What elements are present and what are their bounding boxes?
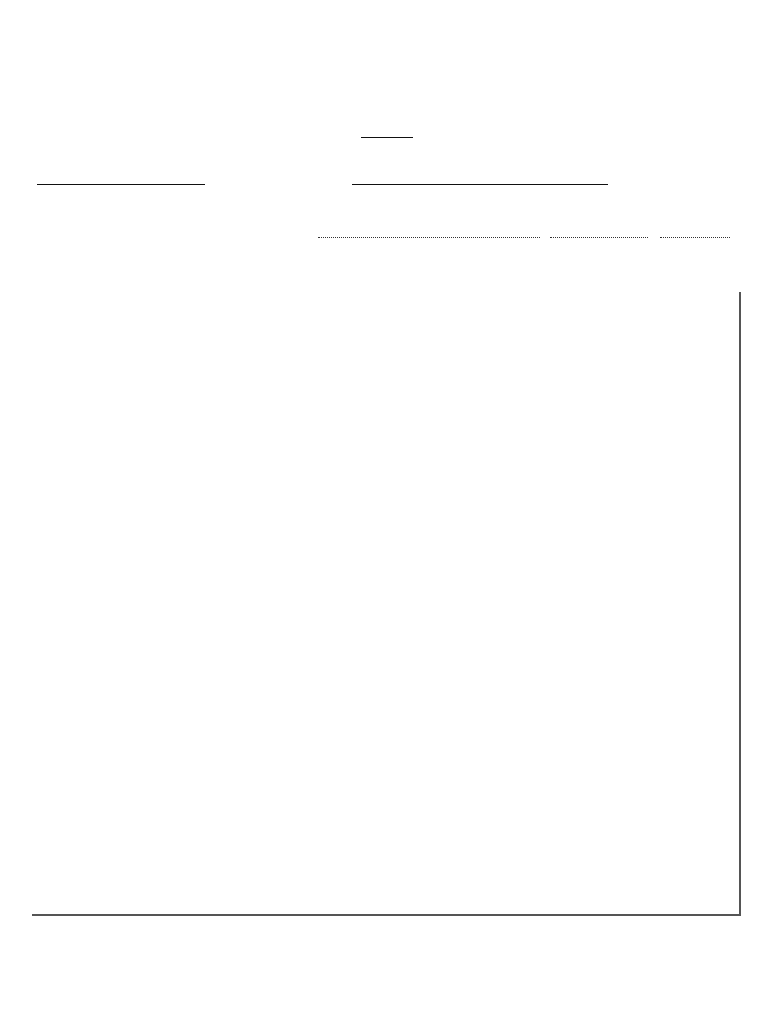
company-name-line[interactable] — [352, 172, 608, 185]
inventory-grid — [29, 289, 741, 917]
reporting-year-blank[interactable] — [361, 123, 413, 138]
system-class-divider — [318, 237, 540, 238]
cwip-divider — [660, 237, 730, 238]
company-id-field[interactable] — [35, 172, 205, 188]
grid-shadow-right — [739, 292, 741, 916]
mileage-divider — [550, 237, 648, 238]
company-name-field[interactable] — [350, 172, 608, 188]
company-id-line[interactable] — [37, 172, 205, 185]
document-title — [0, 122, 770, 143]
grid-shadow-bottom — [32, 914, 741, 916]
